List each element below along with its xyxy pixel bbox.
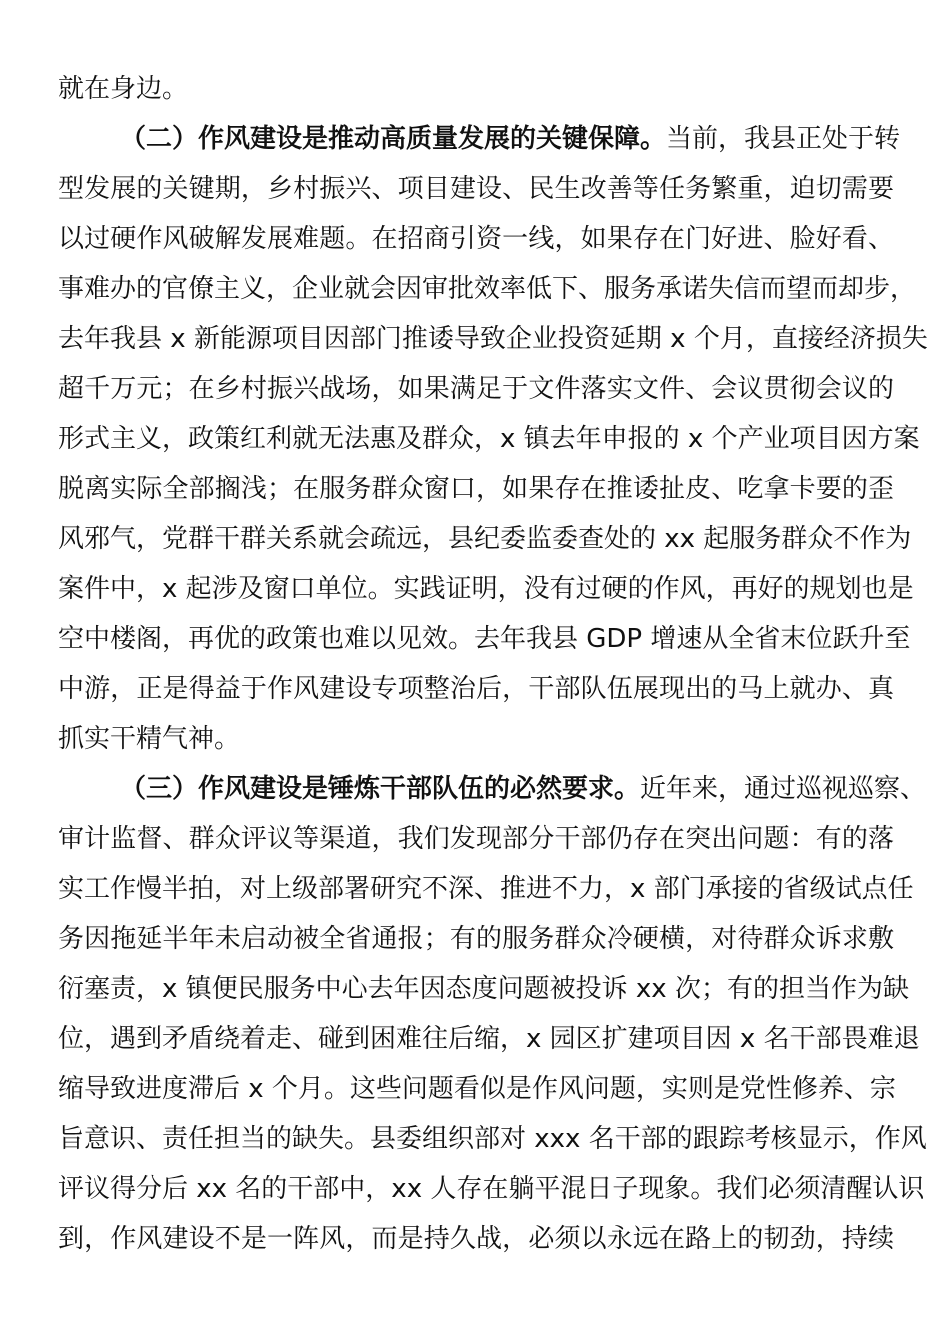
text-line-1: 就在身边。 — [58, 74, 189, 104]
section-3-first-line — [120, 764, 927, 814]
text-line-20: 位，遇到矛盾绕着走、碰到困难往后缩，x 园区扩建项目因 x 名干部畏难退 — [58, 1024, 920, 1054]
text-line-6: 去年我县 x 新能源项目因部门推诿导致企业投资延期 x 个月，直接经济损失 — [58, 324, 928, 354]
text-line-9: 脱离实际全部搁浅；在服务群众窗口，如果存在推诿扯皮、吃拿卡要的歪 — [58, 474, 894, 504]
text-line-14: 抓实干精气神。 — [58, 724, 241, 754]
text-line-17: 实工作慢半拍，对上级部署研究不深、推进不力，x 部门承接的省级试点任 — [58, 874, 914, 904]
text-line-19: 衍塞责，x 镇便民服务中心去年因态度问题被投诉 xx 次；有的担当作为缺 — [58, 974, 909, 1004]
section-2-first-line — [120, 114, 901, 164]
text-line-21: 缩导致进度滞后 x 个月。这些问题看似是作风问题，实则是党性修养、宗 — [58, 1074, 896, 1104]
text-line-12: 空中楼阁，再优的政策也难以见效。去年我县 GDP 增速从全省末位跃升至 — [58, 624, 911, 654]
text-line-3: 型发展的关键期，乡村振兴、项目建设、民生改善等任务繁重，迫切需要 — [58, 174, 894, 204]
text-line-18: 务因拖延半年未启动被全省通报；有的服务群众冷硬横，对待群众诉求敷 — [58, 924, 894, 954]
text-line-11: 案件中，x 起涉及窗口单位。实践证明，没有过硬的作风，再好的规划也是 — [58, 574, 914, 604]
text-line-16: 审计监督、群众评议等渠道，我们发现部分干部仍存在突出问题：有的落 — [58, 824, 894, 854]
section-2-heading: （二）作风建设是推动高质量发展的关键保障。 — [120, 124, 667, 154]
text-line-4: 以过硬作风破解发展难题。在招商引资一线，如果存在门好进、脸好看、 — [58, 224, 894, 254]
text-line-13: 中游，正是得益于作风建设专项整治后，干部队伍展现出的马上就办、真 — [58, 674, 894, 704]
text-line-22: 旨意识、责任担当的缺失。县委组织部对 xxx 名干部的跟踪考核显示，作风 — [58, 1124, 927, 1154]
section-3-lead-text: 近年来，通过巡视巡察、 — [640, 774, 927, 804]
text-line-5: 事难办的官僚主义，企业就会因审批效率低下、服务承诺失信而望而却步， — [58, 274, 917, 304]
text-line-24: 到，作风建设不是一阵风，而是持久战，必须以永远在路上的韧劲，持续 — [58, 1224, 894, 1254]
text-line-10: 风邪气，党群干群关系就会疏远，县纪委监委查处的 xx 起服务群众不作为 — [58, 524, 912, 554]
section-2-lead-text: 当前，我县正处于转 — [666, 124, 901, 154]
section-3-heading: （三）作风建设是锤炼干部队伍的必然要求。 — [120, 774, 641, 804]
text-line-23: 评议得分后 xx 名的干部中，xx 人存在躺平混日子现象。我们必须清醒认识 — [58, 1174, 925, 1204]
text-line-7: 超千万元；在乡村振兴战场，如果满足于文件落实文件、会议贯彻会议的 — [58, 374, 894, 404]
text-line-8: 形式主义，政策红利就无法惠及群众，x 镇去年申报的 x 个产业项目因方案 — [58, 424, 920, 454]
